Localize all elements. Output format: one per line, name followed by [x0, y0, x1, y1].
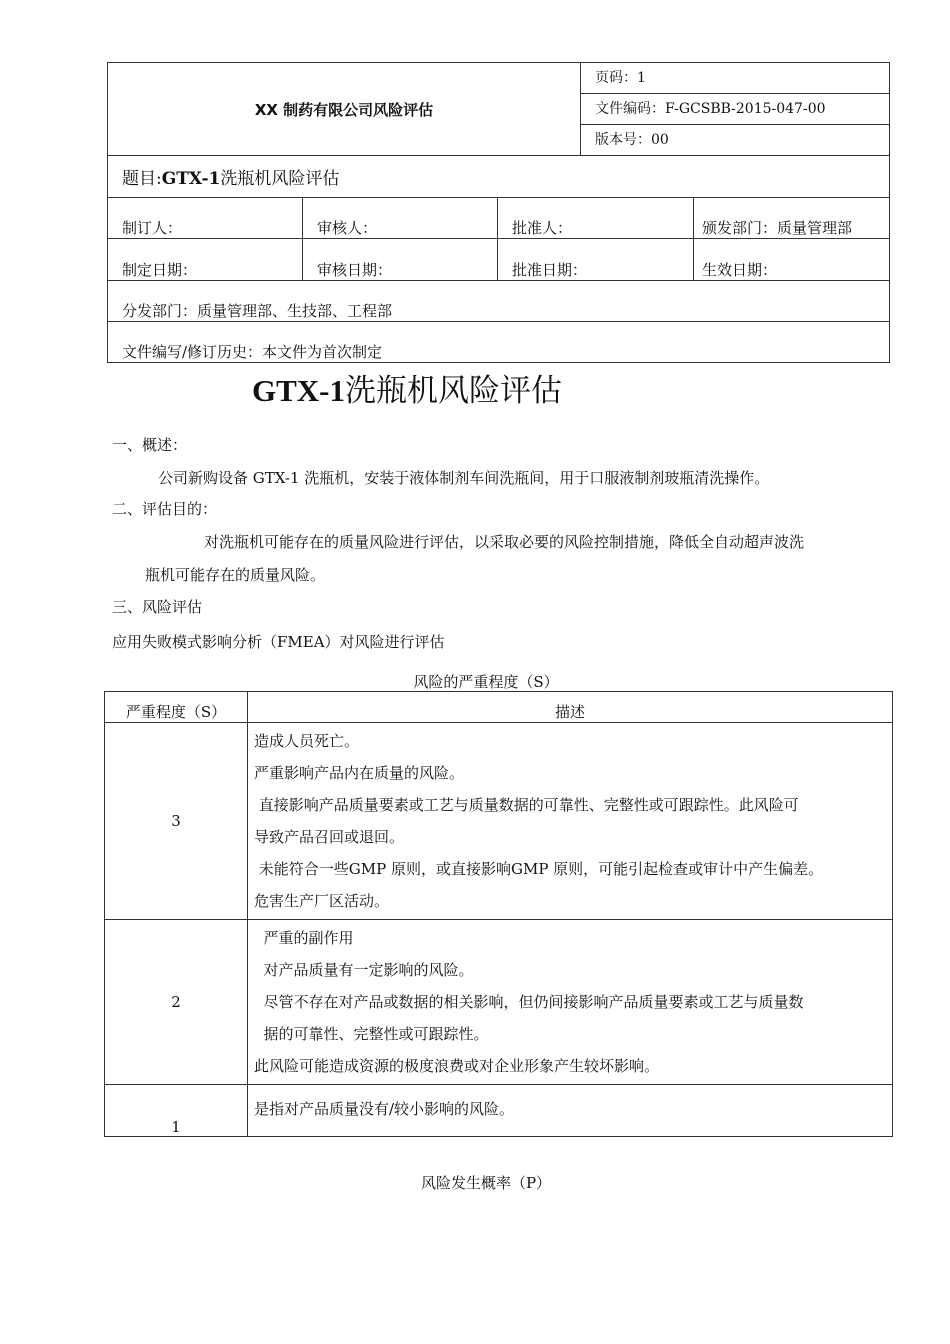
effective-date-field: 生效日期：	[694, 239, 890, 281]
version-number: 版本号：00	[595, 132, 669, 148]
draft-date-field: 制定日期：	[108, 239, 303, 281]
description-line: 严重影响产品内在质量的风险。	[254, 764, 465, 782]
document-header-table	[107, 62, 890, 363]
description-line: 未能符合一些GMP 原则，或直接影响GMP 原则，可能引起检查或审计中产生偏差。	[254, 860, 824, 878]
description-line: 严重的副作用	[254, 929, 354, 947]
section-3-body: 应用失败模式影响分析（FMEA）对风险进行评估	[112, 633, 445, 651]
severity-description	[248, 723, 893, 920]
description-line: 此风险可能造成资源的极度浪费或对企业形象产生较坏影响。	[254, 1057, 660, 1075]
description-line: 导致产品召回或退回。	[254, 828, 405, 846]
severity-description	[248, 920, 893, 1085]
description-line: 是指对产品质量没有/较小影响的风险。	[254, 1100, 515, 1118]
subject-text: 洗瓶机风险评估	[220, 169, 340, 189]
document-meta	[581, 63, 890, 156]
section-2-body-line1: 对洗瓶机可能存在的质量风险进行评估，以采取必要的风险控制措施，降低全自动超声波洗	[204, 533, 805, 551]
severity-table-caption: 风险的严重程度（S）	[413, 673, 559, 691]
approve-date-field: 批准日期：	[498, 239, 694, 281]
severity-level: 3	[105, 723, 248, 920]
distribution-field: 分发部门：质量管理部、生技部、工程部	[108, 281, 890, 322]
company-title: XX 制药有限公司风险评估	[108, 63, 581, 156]
section-1-heading: 一、概述：	[112, 436, 188, 454]
table-row	[105, 1085, 893, 1137]
description-line: 造成人员死亡。	[254, 732, 360, 750]
subject-row	[108, 156, 890, 198]
review-date-field: 审核日期：	[303, 239, 498, 281]
severity-table	[104, 691, 893, 1137]
table-row	[105, 920, 893, 1085]
section-1-body: 公司新购设备 GTX-1 洗瓶机，安装于液体制剂车间洗瓶间，用于口服液制剂玻瓶清洗操作。	[158, 469, 770, 487]
description-line: 危害生产厂区活动。	[254, 892, 390, 910]
severity-description	[248, 1085, 893, 1137]
description-column-header: 描述	[248, 692, 893, 723]
description-line: 对产品质量有一定影响的风险。	[254, 961, 474, 979]
section-2-heading: 二、评估目的：	[112, 500, 218, 518]
section-2-body-line2: 瓶机可能存在的质量风险。	[145, 566, 326, 584]
drafter-field: 制订人：	[108, 198, 303, 239]
document-title	[0, 365, 950, 410]
severity-column-header: 严重程度（S）	[105, 692, 248, 723]
description-line: 直接影响产品质量要素或工艺与质量数据的可靠性、完整性或可跟踪性。此风险可	[254, 796, 799, 814]
description-line: 尽管不存在对产品或数据的相关影响，但仍间接影响产品质量要素或工艺与质量数	[254, 993, 804, 1011]
revision-history-field: 文件编写/修订历史：本文件为首次制定	[108, 322, 890, 363]
approver-field: 批准人：	[498, 198, 694, 239]
table-row	[105, 723, 893, 920]
severity-level: 2	[105, 920, 248, 1085]
reviewer-field: 审核人：	[303, 198, 498, 239]
subject-prefix: 题目:	[122, 169, 162, 189]
issuing-dept-field: 颁发部门：质量管理部	[694, 198, 890, 239]
section-3-heading: 三、风险评估	[112, 598, 203, 616]
probability-table-caption: 风险发生概率（P）	[420, 1174, 552, 1192]
title-model: GTX-1	[252, 373, 345, 408]
description-line: 据的可靠性、完整性或可跟踪性。	[254, 1025, 489, 1043]
severity-level: 1	[105, 1085, 248, 1137]
page-number: 页码：1	[581, 63, 889, 94]
title-text: 洗瓶机风险评估	[345, 373, 562, 409]
document-code: 文件编码：F-GCSBB-2015-047-00	[581, 94, 889, 125]
subject-model: GTX-1	[161, 169, 221, 189]
